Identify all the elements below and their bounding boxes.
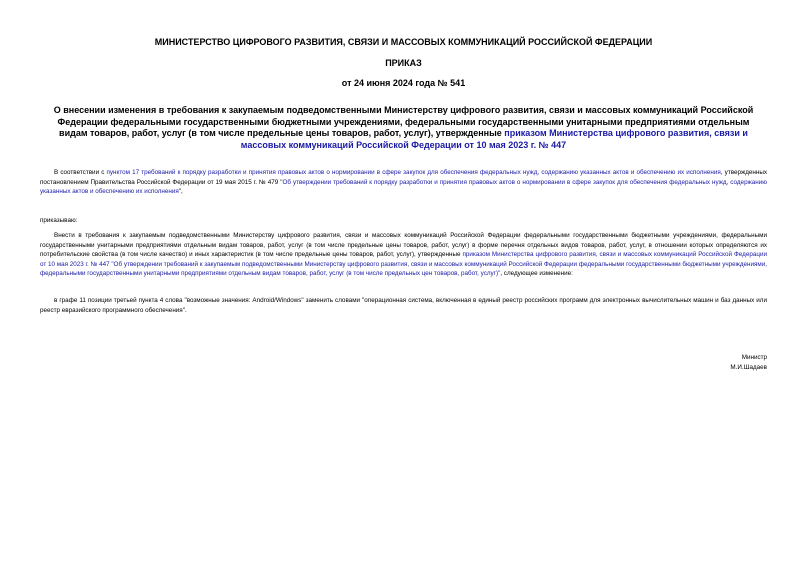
basis-paragraph bbox=[40, 168, 767, 197]
signature-name: М.И.Шадаев bbox=[730, 364, 767, 371]
ministry-name: МИНИСТЕРСТВО ЦИФРОВОГО РАЗВИТИЯ, СВЯЗИ И МАССОВЫХ КОММУНИКАЦИЙ РОССИЙСКОЙ ФЕДЕРАЦИИ bbox=[154, 37, 653, 47]
basis-before-text: В соответствии с bbox=[54, 169, 107, 176]
basis-after-text: ", bbox=[178, 188, 183, 196]
signature-position: Министр bbox=[741, 354, 767, 361]
document-date-number: от 24 июня 2024 года № 541 bbox=[341, 78, 466, 88]
changes-before-text: Внести в требования к закупаемым подведомственными Министерству цифрового развития, связи и массовых коммуникаций Российской Федерации федеральными государственными бюджетными учреждениями, федеральными государственными унитарными предприятиями отдельным видам товаров, работ, услуг (в том числе предельные цены товаров, работ, услуг) в форме перечня отдельных видов товаров, работ, услуг, в отношении которых определяются их потребительские свойства (в том числе качество) и иных характеристик (в том числе предельные цены товаров, работ, услуг), утвержденные bbox=[40, 232, 767, 259]
subject-text: О внесении изменения в требования к закупаемым подведомственными Министерству цифрового развития, связи и массовых коммуникаций Российской Федерации федеральными государственными бюджетными учреждениями, федеральными государственными унитарными предприятиями отдельным видам товаров, работ, услуг (в том числе предельные цены товаров, работ, услуг), утвержденные bbox=[53, 105, 754, 138]
basis-link-clause[interactable]: пунктом 17 требований к порядку разработки и принятия правовых актов о нормировании в сфере закупок для обеспечения федеральных нужд, содержанию указанных актов и обеспечению их исполнения bbox=[106, 169, 721, 176]
document-subject bbox=[44, 105, 763, 151]
changes-paragraph bbox=[40, 231, 767, 279]
basis-link-resolution[interactable]: Об утверждении требований к порядку разработки и принятия правовых актов о нормировании в сфере закупок для обеспечения федеральных нужд, содержанию указанных актов и обеспечению их исполнения bbox=[40, 178, 767, 196]
changes-link[interactable]: приказом Министерства цифрового развития, связи и массовых коммуникаций Российской Федерации от 10 мая 2023 г. № 447 "Об утверждении требований к закупаемым подведомственными Министерству цифрового развития, связи и массовых коммуникаций Российской Федерации федеральными государственными бюджетными учреждениями, федеральными государственными унитарными предприятиями отдельным видам товаров, работ, услуг (в том числе предельных цен товаров, работ, услуг)" bbox=[40, 251, 767, 278]
basis-middle-text: , утвержденных постановлением Правительства Российской Федерации от 19 мая 2015 г. № 479 " bbox=[40, 169, 767, 186]
subject-link[interactable]: приказом Министерства цифрового развития, связи и массовых коммуникаций Российской Федерации от 10 мая 2023 г. № 447 bbox=[240, 128, 748, 150]
change-item-paragraph: в графе 11 позиции третьей пункта 4 слова "возможные значения: Android/Windows" заменить словами "операционная система, включенная в единый реестр российских программ для электронных вычислительных машин и баз данных или реестр евразийского программного обеспечения". bbox=[40, 297, 767, 314]
changes-after-text: , следующее изменение: bbox=[500, 270, 573, 278]
order-word: приказываю: bbox=[40, 217, 78, 224]
document-type: ПРИКАЗ bbox=[385, 58, 422, 68]
